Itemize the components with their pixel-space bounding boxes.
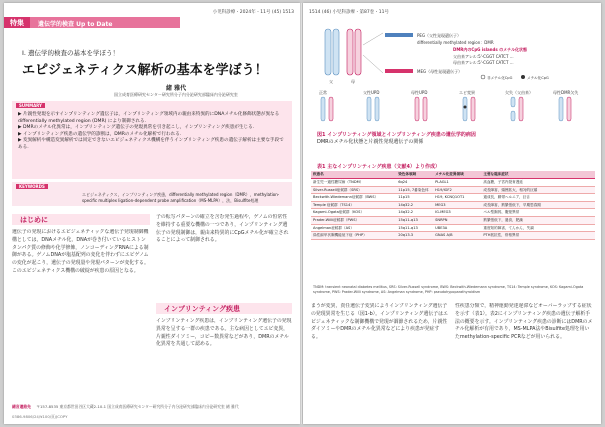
- panel-label: 正常: [319, 90, 327, 95]
- legend-methylated: メチル化CpG: [527, 76, 549, 80]
- table-cell: 過成長，臍帯ヘルニア，巨舌: [481, 194, 595, 202]
- panel-epimutation: [459, 89, 476, 121]
- panel-label: 欠失（父由来）: [505, 90, 533, 95]
- doi-line: 0386-9806/24/¥100/頁/JCOPY: [12, 414, 68, 419]
- table-row: [311, 201, 595, 209]
- table-cell: 11p15: [396, 194, 433, 202]
- table-cell: PTH抵抗性，骨格異常: [481, 232, 595, 240]
- table-header: メチル化変異領域: [433, 171, 481, 179]
- keywords-label: KEYWORDS: [16, 184, 48, 189]
- allele-paternal: 父由来アレル:5'-CGGT CATCT …: [453, 54, 514, 59]
- page-header-right: 1514 (46) 小児科診療・第87巻・11号: [309, 10, 390, 15]
- table-header: 染色体領域: [396, 171, 433, 179]
- summary-list: [18, 112, 286, 152]
- table-cell: 成長障害，筋緊張低下，早期思春期: [481, 201, 595, 209]
- dmr-cpg-label: DMR内のCpG islands のメチル化状態: [453, 47, 527, 52]
- methylated-icon: [521, 75, 525, 79]
- table-cell: 新生児一過性糖尿病（TNDM）: [311, 179, 396, 187]
- table-row: [311, 224, 595, 232]
- panel-normal: [319, 89, 333, 121]
- table-row: [311, 179, 595, 187]
- summary-item: ▶ 変異解析や構造変異解析では同定できないエピジェネティクス機構を伴うインプリンティング疾患の遺伝子解析は主要な手段である.: [18, 138, 284, 150]
- chromosome-mother: [347, 29, 361, 75]
- table-cell: 筋緊張低下，過食，肥満: [481, 216, 595, 224]
- page-header-left: 小児科診療・2024年・11号 (45) 1513: [212, 10, 294, 15]
- keywords-box: [12, 182, 292, 206]
- figure-imprinting-region: [323, 25, 593, 85]
- table-cell: GNAS A/B: [433, 232, 481, 240]
- table-cell: Beckwith-Wiedemann症候群（BWS）: [311, 194, 396, 202]
- table-footnote: TNDM: transient neonatal diabetes mellitus, SRS: Silver-Russell syndrome, BWS: Beckwith-Wiedemann syndrome, TS14: Temple syndrome, KOS: Kagami-Ogata syndrome, PWS: Prader-Willi syndrome, AS: Angelman syndrome, PHP: pseudohypoparathyroidism: [313, 285, 584, 294]
- author-name: 緒 雅代: [166, 85, 187, 92]
- panel-label: 母性DMR欠失: [553, 90, 579, 95]
- panel-mat-upd: [411, 89, 427, 121]
- table-cell: 重度知的障害，てんかん，失調: [481, 224, 595, 232]
- table-row: [311, 186, 595, 194]
- summary-item: ▶ インプリンティング疾患の遺伝学的診断は，DMRのメチル化解析で行われる.: [18, 131, 182, 137]
- allele-maternal: 母由来アレル:5'-CGGT CATCT …: [453, 60, 514, 65]
- table-cell: SNRPN: [433, 216, 481, 224]
- intro-text: 遺伝子の発現におけるエピジェネティックな遺伝子発現制御機構としては，DNAメチル化，DNAが巻き付いているヒストンタンパク質の修飾や化学修飾，ノンコーディングRNAによる制御がある。ゲノムDNAが塩基配列の変化を伴わずにエピゲノムの変化が起こり，遺伝子の発現量や発現パターンが変化する。このエピジェネティクス機構の破綻が疾患の原因となる。: [12, 229, 149, 274]
- table-cell: H19/IGF2: [433, 186, 481, 194]
- summary-label: SUMMARY: [16, 103, 45, 108]
- panel-label: エピ変異: [459, 90, 475, 95]
- peg-label: PEG（父性発現遺伝子）: [417, 33, 462, 38]
- table-cell: 20q13.3: [396, 232, 433, 240]
- series-title: 遺伝学的検査 Up to Date: [30, 17, 180, 28]
- table-cell: 15q11-q13: [396, 224, 433, 232]
- table-cell: Prader-Willi症候群（PWS）: [311, 216, 396, 224]
- imprinting-text: インプリンティング疾患は，インプリンティング遺伝子の発現異常を呈する一群の疾患である。主な病因としてエピ変異，片親性ダイソミー，コピー数異常などがあり，DMRのメチル化異常を共通して認める。: [156, 318, 292, 348]
- section-heading-imprinting: インプリンティング疾患: [156, 303, 292, 314]
- table-header: 疾患名: [311, 171, 396, 179]
- table-row: [311, 232, 595, 240]
- table-cell: Silver-Russell症候群（SRS）: [311, 186, 396, 194]
- imprinting-disorders-table: [311, 171, 595, 240]
- panel-dmr-deletion: [553, 89, 578, 121]
- table-header: 主要な臨床症状: [481, 171, 595, 179]
- figure-caption: [317, 131, 476, 145]
- table-cell: PLAGL1: [433, 179, 481, 187]
- chromosome-father: [325, 29, 339, 75]
- table-row: [311, 194, 595, 202]
- figure-caption-title: 図1 インプリンティング領域とインプリンティング疾患の遺伝学的病因: [317, 132, 476, 138]
- table-cell: 14q32.2: [396, 209, 433, 217]
- table-cell: 11p15, 7番染色体: [396, 186, 433, 194]
- panel-pat-upd: [363, 89, 379, 121]
- dmr-label: differentially methylated region：DMR: [417, 40, 494, 45]
- right-body-column-2: 性疾患分類で，精神運動発達遅滞などオーバーラップする症状を示す（表1）。表2にインプリンティング疾患の遺伝子解析手法の概要を示す。インプリンティング疾患の診断にはDMRのメチル化解析が有用であり，MS-MLPA法やBisulfite処理を用いたmethylation-specific PCRなどが用いられる。: [455, 303, 593, 341]
- peg-bar: [385, 33, 413, 37]
- summary-item: ▶ DMRのメチル化異常は，インプリンティング遺伝子の発現異常を引き起こし，インプリンティング疾患が生じる.: [18, 125, 255, 131]
- table-caption: 表1 主なインプリンティング疾患（文献4）より作成）: [317, 164, 441, 170]
- table-cell: UBE3A: [433, 224, 481, 232]
- panel-deletion: [505, 89, 533, 121]
- father-label: 父: [329, 79, 333, 84]
- table-cell: H19, KCNQ1OT1: [433, 194, 481, 202]
- panel-label: 母性UPD: [411, 90, 428, 95]
- article-subtitle: Ⅰ. 遺伝学的検査の基本を学ぼう！: [22, 49, 120, 57]
- table-cell: Kagami-Ogata症候群（KOS）: [311, 209, 396, 217]
- right-page: [303, 3, 601, 424]
- table-cell: 偽性副甲状腺機能低下症（PHP）: [311, 232, 396, 240]
- correspondence-label: 緒言連絡先: [12, 404, 31, 409]
- right-body-column-1: まうが変異，責任遺伝子変異によりインプリンティング遺伝子の発現異常を生じる（図1-b）。インプリンティング遺伝子はエピジェネティックな制御機構で発現が調節されるため，片親性ダイソミーやDMRのメチル化異常などにより疾患が発症する。: [311, 303, 448, 341]
- legend-unmethylated: 非メチル化CpG: [487, 76, 513, 80]
- figure-etiology-panels: [317, 89, 593, 127]
- table-cell: MEG3: [433, 201, 481, 209]
- table-cell: Temple 症候群（TS14）: [311, 201, 396, 209]
- table-row: [311, 216, 595, 224]
- table-cell: 6q24: [396, 179, 433, 187]
- meg-bar: [385, 69, 413, 73]
- table-cell: 15q11-q13: [396, 216, 433, 224]
- keywords-text: エピジェネティクス，インプリンティング疾患，differentially methylated region（DMR），methylation-specific multiplex ligation-dependent probe amplification（MS-MLPA），法，Bisulfite処理: [82, 192, 280, 203]
- mother-label: 母: [351, 79, 355, 84]
- summary-box: [12, 101, 292, 179]
- figure-caption-note: DMRのメチル化状態と片親性発現遺伝子の関係: [317, 139, 424, 145]
- table-header-row: [311, 171, 595, 179]
- correspondence-text: 〒157-8535 東京都世田谷区大蔵2-10-1 国立成育医療研究センター研究所分子内分泌研究部臨床内分泌研究室 緒 雅代: [36, 404, 239, 409]
- correspondence: [12, 404, 292, 410]
- table-cell: 14q32.2: [396, 201, 433, 209]
- section-heading-intro: はじめに: [12, 214, 150, 225]
- left-page: [4, 3, 300, 424]
- table-cell: ベル型胸郭，腹壁異常: [481, 209, 595, 217]
- summary-item: ▶ 片親性発現を示すインプリンティング遺伝子は，インプリンティング領域内の親由来特異的にDNAメチル化修飾状態が異なるdifferentially methylated region (DMR) により制御される.: [18, 112, 280, 124]
- table-cell: 高血糖，子宮内発育遅延: [481, 179, 595, 187]
- table-cell: Angelman症候群（AS）: [311, 224, 396, 232]
- table-cell: IG-MEG3: [433, 209, 481, 217]
- feature-label: 特集: [4, 17, 30, 28]
- panel-label: 父性UPD: [363, 90, 380, 95]
- author-affiliation: 国立成育医療研究センター研究所分子内分泌研究部臨床内分泌研究室: [114, 92, 238, 97]
- article-title: エピジェネティクス解析の基本を学ぼう！: [22, 63, 268, 78]
- table-row: [311, 209, 595, 217]
- feature-banner: [4, 17, 180, 28]
- meg-label: MEG（母性発現遺伝子）: [417, 69, 463, 74]
- unmethylated-icon: [481, 75, 485, 79]
- table-cell: 成長障害，頭囲拡大，相対的巨頭: [481, 186, 595, 194]
- body-column-2: 子の転写パターンの確立を含む発生過程や，ゲノムの恒常性を維持する重要な機構の一つであり，インプリンティング遺伝子の発現制御は，親由来特異的にCpGメチル化が確立されることによって制御される。: [156, 214, 289, 244]
